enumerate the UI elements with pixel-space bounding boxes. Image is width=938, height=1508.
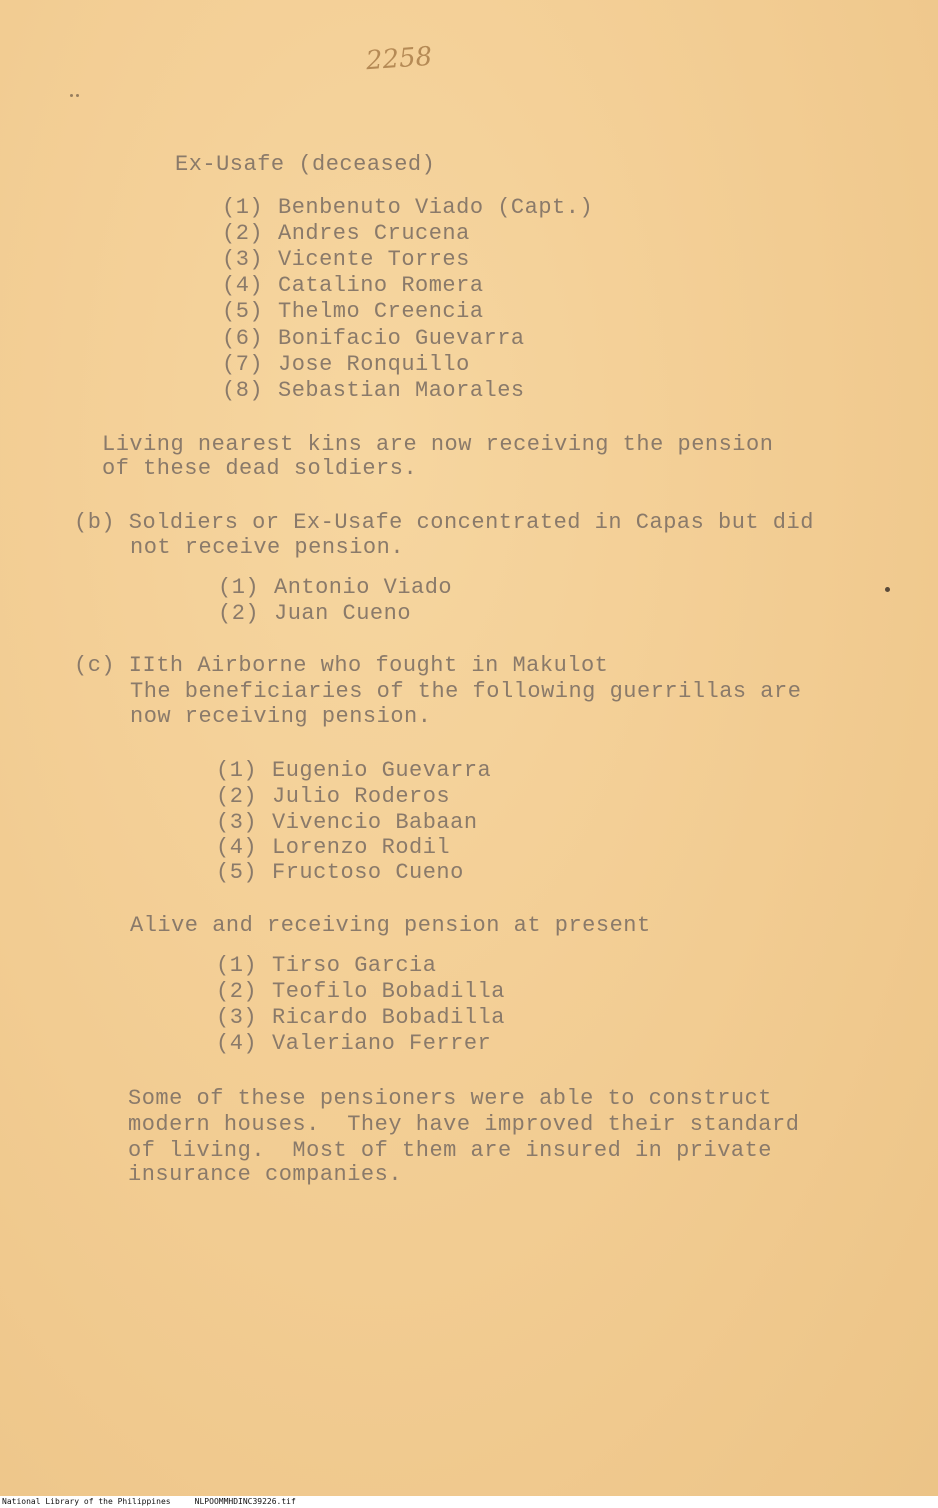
closing-paragraph-line: Some of these pensioners were able to construct [128, 1086, 773, 1111]
list-item: (2) Teofilo Bobadilla [216, 979, 505, 1004]
section-b-paragraph-line: (b) Soldiers or Ex-Usafe concentrated in Capas but did [74, 510, 814, 535]
scan-footer [0, 1496, 938, 1508]
note-line: Living nearest kins are now receiving the pension [102, 432, 774, 457]
list-item: (4) Lorenzo Rodil [216, 835, 451, 860]
closing-paragraph-line: insurance companies. [128, 1162, 403, 1187]
list-item: (7) Jose Ronquillo [222, 352, 470, 377]
section-heading-ex-usafe: Ex-Usafe (deceased) [175, 152, 436, 177]
list-item: (6) Bonifacio Guevarra [222, 326, 525, 351]
list-item: (3) Ricardo Bobadilla [216, 1005, 505, 1030]
list-item: (4) Valeriano Ferrer [216, 1031, 492, 1056]
section-c-paragraph-line: now receiving pension. [130, 704, 432, 729]
list-item: (3) Vivencio Babaan [216, 810, 478, 835]
page-number: 2258 [365, 41, 434, 77]
list-item: (2) Julio Roderos [216, 784, 451, 809]
section-c-paragraph-line: The beneficiaries of the following guerrillas are [130, 679, 802, 704]
footer-filename: NLPOOMMHDINC39226.tif [194, 1497, 296, 1506]
section-c-paragraph-line: (c) IIth Airborne who fought in Makulot [74, 653, 609, 678]
section-b-paragraph-line: not receive pension. [130, 535, 405, 560]
paper-speck [70, 94, 73, 97]
footer-library: National Library of the Philippines [2, 1497, 171, 1506]
list-item: (2) Juan Cueno [218, 601, 412, 626]
list-item: (2) Andres Crucena [222, 221, 470, 246]
list-item: (3) Vicente Torres [222, 247, 470, 272]
list-item: (5) Thelmo Creencia [222, 299, 484, 324]
closing-paragraph-line: modern houses. They have improved their standard [128, 1112, 800, 1137]
note-line: of these dead soldiers. [102, 456, 418, 481]
list-item: (1) Tirso Garcia [216, 953, 437, 978]
paper-speck [76, 94, 79, 97]
list-item: (8) Sebastian Maorales [222, 378, 525, 403]
list-item: (1) Antonio Viado [218, 575, 453, 600]
list-item: (1) Eugenio Guevarra [216, 758, 492, 783]
section-heading-alive: Alive and receiving pension at present [130, 913, 651, 938]
closing-paragraph-line: of living. Most of them are insured in private [128, 1138, 773, 1163]
list-item: (5) Fructoso Cueno [216, 860, 464, 885]
list-item: (1) Benbenuto Viado (Capt.) [222, 195, 594, 220]
paper-speck [885, 587, 890, 592]
list-item: (4) Catalino Romera [222, 273, 484, 298]
